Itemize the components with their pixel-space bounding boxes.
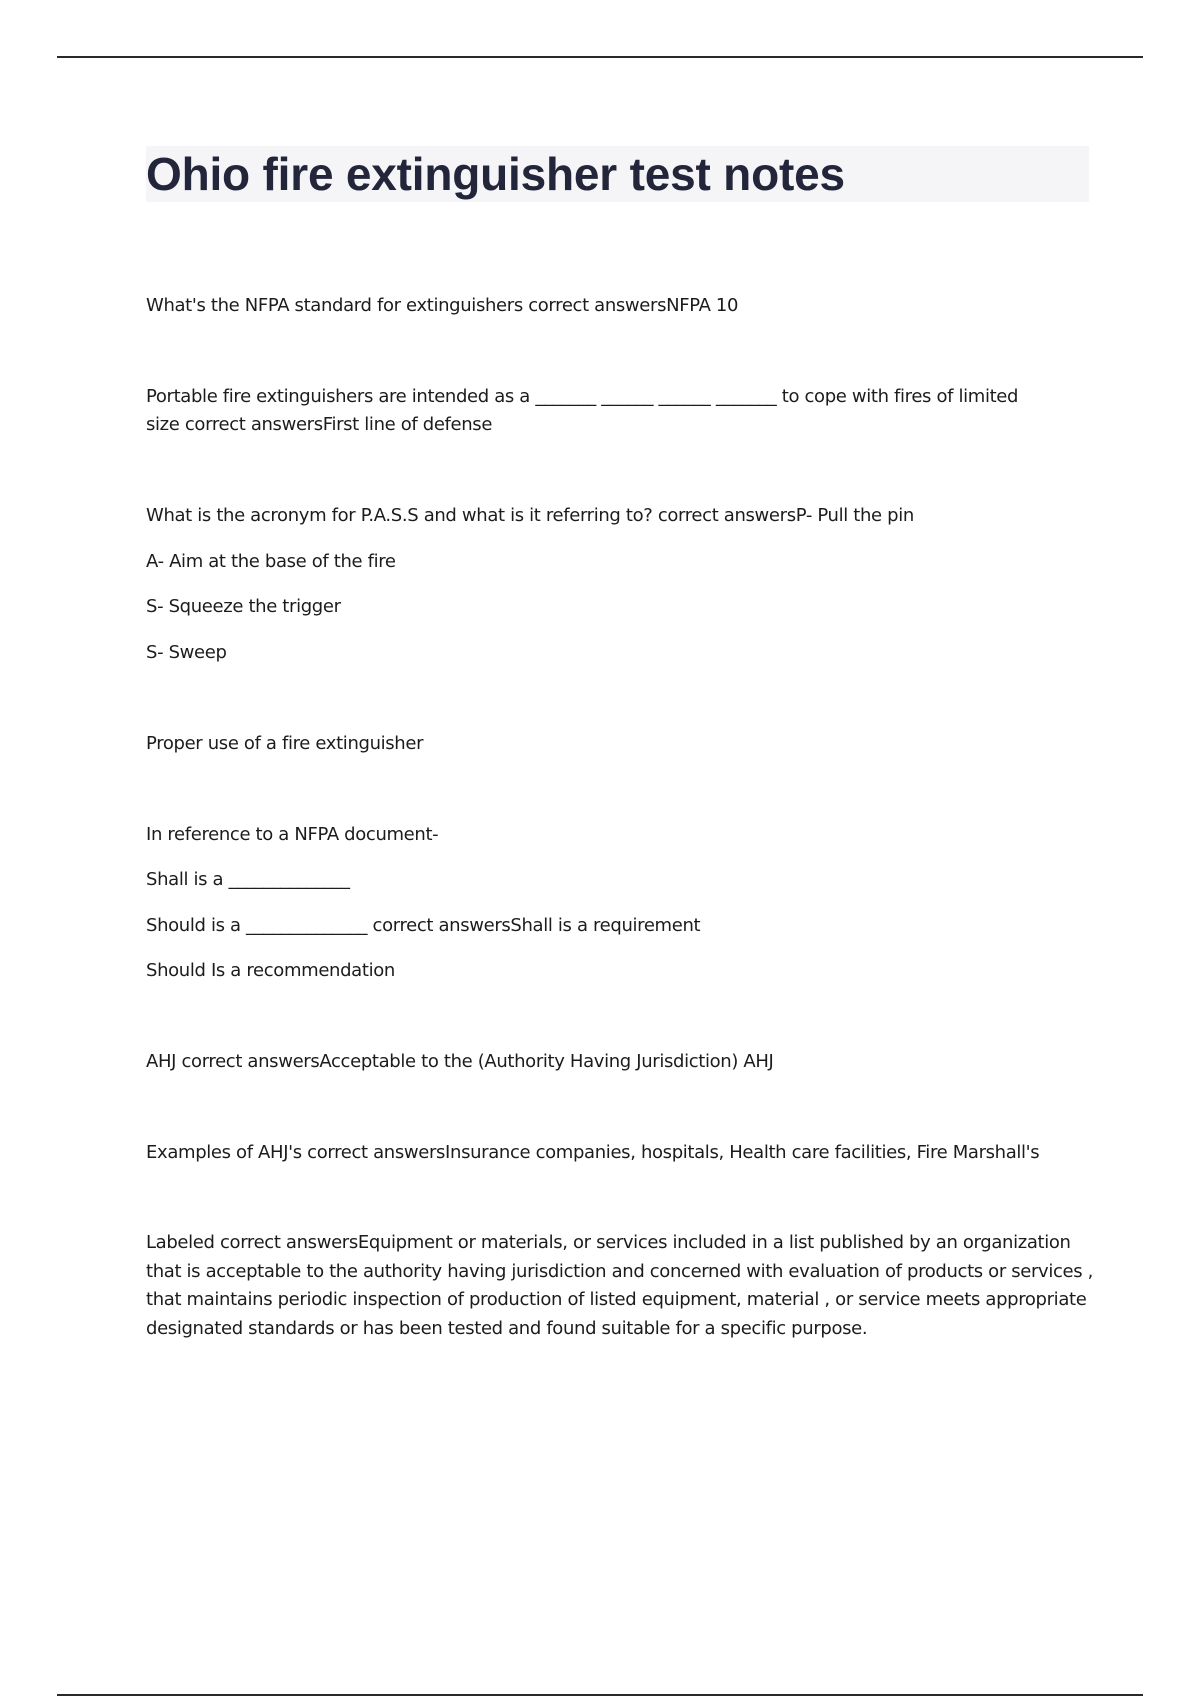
entry-labeled: Labeled correct answersEquipment or materials, or services included in a list published by an organization that is acceptable to the authority having jurisdiction and concerned with evaluation of products or services , that maintains periodic inspection of production of listed equipment, material , or service meets appropriate designated standards or has been tested and found suitable for a specific purpose.	[146, 1232, 1094, 1339]
footer-rule	[57, 1694, 1143, 1696]
entry-should-recommendation: Should Is a recommendation	[146, 960, 395, 981]
entry-portable-line-1: Portable fire extinguishers are intended as a _______ ______ ______ _______ to cope with fires of limited	[146, 386, 1019, 407]
header-rule	[57, 56, 1143, 58]
entry-pass-squeeze: S- Squeeze the trigger	[146, 596, 341, 617]
entry-ahj-examples: Examples of AHJ's correct answersInsurance companies, hospitals, Health care facilities, Fire Marshall's	[146, 1142, 1040, 1163]
entry-proper-use: Proper use of a fire extinguisher	[146, 733, 424, 754]
entry-nfpa-reference: In reference to a NFPA document-	[146, 824, 439, 845]
entry-pass-question: What is the acronym for P.A.S.S and what is it referring to? correct answersP- Pull the pin	[146, 505, 914, 526]
entry-should: Should is a ______________ correct answersShall is a requirement	[146, 915, 701, 936]
entry-nfpa-standard: What's the NFPA standard for extinguishers correct answersNFPA 10	[146, 295, 739, 316]
entry-portable-line-2: size correct answersFirst line of defense	[146, 414, 493, 435]
page-title: Ohio fire extinguisher test notes	[146, 148, 845, 200]
entry-pass-aim: A- Aim at the base of the fire	[146, 551, 396, 572]
entry-shall: Shall is a ______________	[146, 869, 350, 890]
entry-ahj: AHJ correct answersAcceptable to the (Authority Having Jurisdiction) AHJ	[146, 1051, 774, 1072]
entry-pass-sweep: S- Sweep	[146, 642, 227, 663]
